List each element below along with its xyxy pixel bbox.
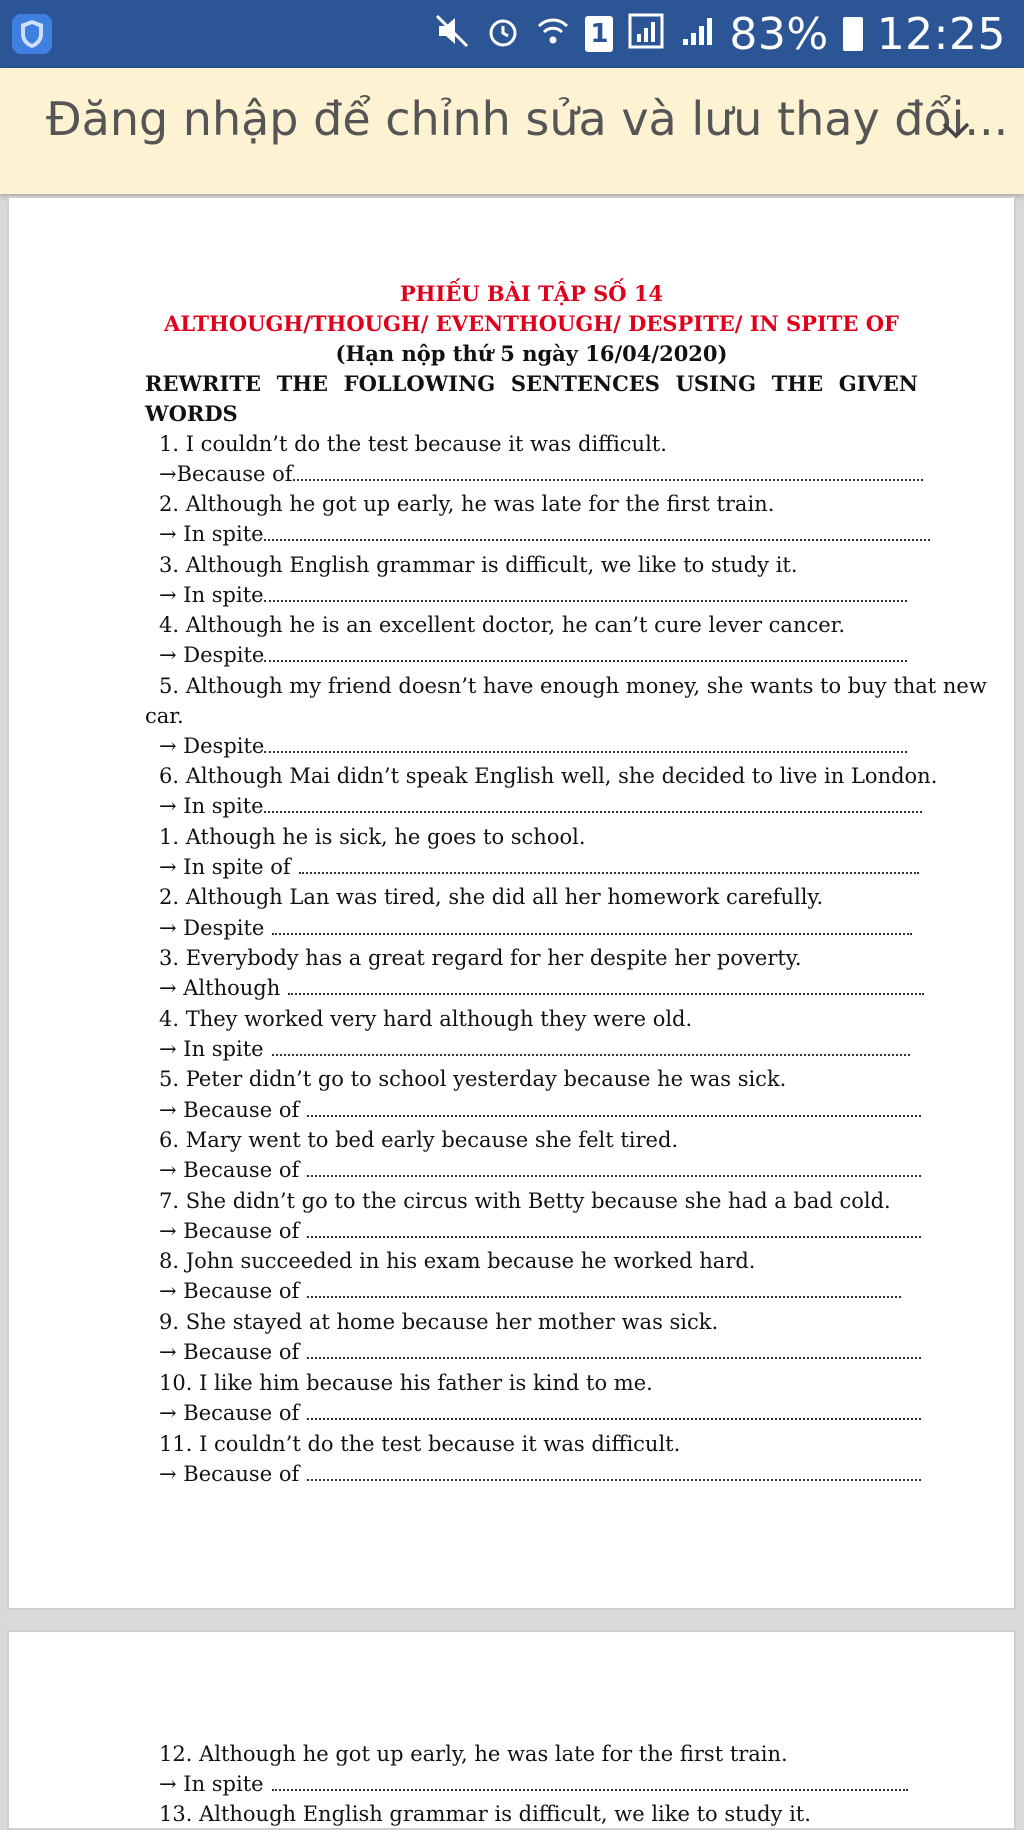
answer-line[interactable]: [145, 1277, 901, 1305]
answer-line[interactable]: [145, 460, 923, 488]
answer-prompt: → Despite: [159, 734, 265, 758]
answer-line[interactable]: [145, 792, 922, 820]
answer-blank[interactable]: [264, 793, 922, 813]
question: 7. She didn’t go to the circus with Betty because she had a bad cold.: [159, 1189, 891, 1213]
question-continued: car.: [145, 704, 184, 728]
answer-blank[interactable]: [264, 642, 907, 662]
chevron-down-icon[interactable]: [936, 110, 976, 150]
answer-prompt: → Despite: [159, 916, 265, 940]
question: 11. I couldn’t do the test because it was difficult.: [159, 1432, 681, 1456]
question: 3. Although English grammar is difficult, we like to study it.: [159, 553, 798, 577]
answer-line[interactable]: [145, 641, 907, 669]
security-shield-icon: [12, 14, 52, 54]
question: 12. Although he got up early, he was late for the first train.: [159, 1742, 788, 1766]
sim-slot-number: 1: [590, 19, 609, 49]
answer-blank[interactable]: [264, 733, 907, 753]
question: 10. I like him because his father is kind to me.: [159, 1371, 653, 1395]
answer-blank[interactable]: [272, 1771, 908, 1791]
answer-prompt: → In spite: [159, 583, 264, 607]
answer-line[interactable]: [145, 1156, 921, 1184]
answer-prompt: → In spite of: [159, 855, 291, 879]
answer-line[interactable]: [145, 1096, 921, 1124]
question: 8. John succeeded in his exam because he worked hard.: [159, 1249, 756, 1273]
answer-prompt: → In spite: [159, 1772, 264, 1796]
alarm-icon: [485, 13, 521, 55]
answer-prompt: → Because of: [159, 1158, 300, 1182]
question: 4. They worked very hard although they were old.: [159, 1007, 693, 1031]
answer-line[interactable]: [145, 974, 924, 1002]
answer-line[interactable]: [145, 581, 907, 609]
answer-line[interactable]: [145, 1035, 910, 1063]
question: 6. Mary went to bed early because she felt tired.: [159, 1128, 679, 1152]
answer-blank[interactable]: [307, 1339, 921, 1359]
answer-line[interactable]: [145, 1399, 921, 1427]
question: 5. Peter didn’t go to school yesterday because he was sick.: [159, 1067, 787, 1091]
answer-line[interactable]: [145, 914, 912, 942]
answer-line[interactable]: [145, 1338, 921, 1366]
question: 9. She stayed at home because her mother was sick.: [159, 1310, 719, 1334]
answer-blank[interactable]: [307, 1097, 921, 1117]
answer-blank[interactable]: [288, 975, 924, 995]
answer-prompt: → Because of: [159, 1098, 300, 1122]
question: 13. Although English grammar is difficult, we like to study it.: [159, 1802, 811, 1826]
document-page-1: [7, 196, 1016, 1610]
answer-prompt: → In spite: [159, 794, 264, 818]
instruction-line-2: WORDS: [145, 401, 238, 426]
deadline: (Hạn nộp thứ 5 ngày 16/04/2020): [335, 341, 728, 366]
answer-blank[interactable]: [307, 1461, 921, 1481]
answer-prompt: → Because of: [159, 1279, 300, 1303]
question: 6. Although Mai didn’t speak English well, she decided to live in London.: [159, 764, 938, 788]
question: 2. Although Lan was tired, she did all her homework carefully.: [159, 885, 824, 909]
question: 1. Athough he is sick, he goes to school.: [159, 825, 586, 849]
battery-percent: 83%: [729, 8, 829, 60]
question: 4. Although he is an excellent doctor, he can’t cure lever cancer.: [159, 613, 846, 637]
answer-prompt: → Because of: [159, 1340, 300, 1364]
answer-blank[interactable]: [307, 1278, 901, 1298]
instruction-line-1: REWRITE THE FOLLOWING SENTENCES USING THE GIVEN: [145, 371, 918, 396]
answer-blank[interactable]: [307, 1218, 921, 1238]
answer-blank[interactable]: [272, 1036, 910, 1056]
document-page-2: [7, 1630, 1016, 1830]
clock: 12:25: [876, 8, 1006, 60]
answer-line[interactable]: [145, 1770, 908, 1798]
answer-blank[interactable]: [264, 521, 930, 541]
answer-blank[interactable]: [299, 854, 919, 874]
question: 1. I couldn’t do the test because it was difficult.: [159, 432, 667, 456]
question: 5. Although my friend doesn’t have enough money, she wants to buy that new: [159, 674, 987, 698]
answer-blank[interactable]: [272, 915, 912, 935]
answer-prompt: → Because of: [159, 1219, 300, 1243]
answer-prompt: → Despite: [159, 643, 265, 667]
status-bar: [0, 0, 1024, 68]
answer-prompt: → In spite: [159, 1037, 264, 1061]
answer-blank[interactable]: [307, 1400, 921, 1420]
answer-blank[interactable]: [307, 1157, 921, 1177]
signin-banner[interactable]: [0, 68, 1024, 194]
answer-line[interactable]: [145, 732, 907, 760]
signal-box-icon: [627, 12, 665, 56]
answer-line[interactable]: [145, 520, 930, 548]
mute-icon: [433, 12, 471, 56]
battery-icon: [843, 17, 863, 51]
answer-blank[interactable]: [264, 582, 907, 602]
answer-prompt: →Because of: [159, 462, 293, 486]
answer-prompt: → In spite: [159, 522, 264, 546]
question: 3. Everybody has a great regard for her despite her poverty.: [159, 946, 802, 970]
sim-slot-icon: [585, 16, 613, 52]
answer-blank[interactable]: [293, 461, 923, 481]
question: 2. Although he got up early, he was late for the first train.: [159, 492, 775, 516]
answer-prompt: → Because of: [159, 1401, 300, 1425]
answer-line[interactable]: [145, 853, 919, 881]
answer-line[interactable]: [145, 1460, 921, 1488]
worksheet-title: PHIẾU BÀI TẬP SỐ 14: [399, 281, 664, 306]
answer-prompt: → Although: [159, 976, 281, 1000]
worksheet-subtitle: ALTHOUGH/THOUGH/ EVENTHOUGH/ DESPITE/ IN SPITE OF: [164, 311, 899, 336]
answer-line[interactable]: [145, 1217, 921, 1245]
cell-signal-icon: [679, 13, 715, 55]
signin-banner-text[interactable]: Đăng nhập để chỉnh sửa và lưu thay đổi...: [46, 92, 1009, 146]
wifi-icon: [535, 13, 571, 55]
answer-prompt: → Because of: [159, 1462, 300, 1486]
